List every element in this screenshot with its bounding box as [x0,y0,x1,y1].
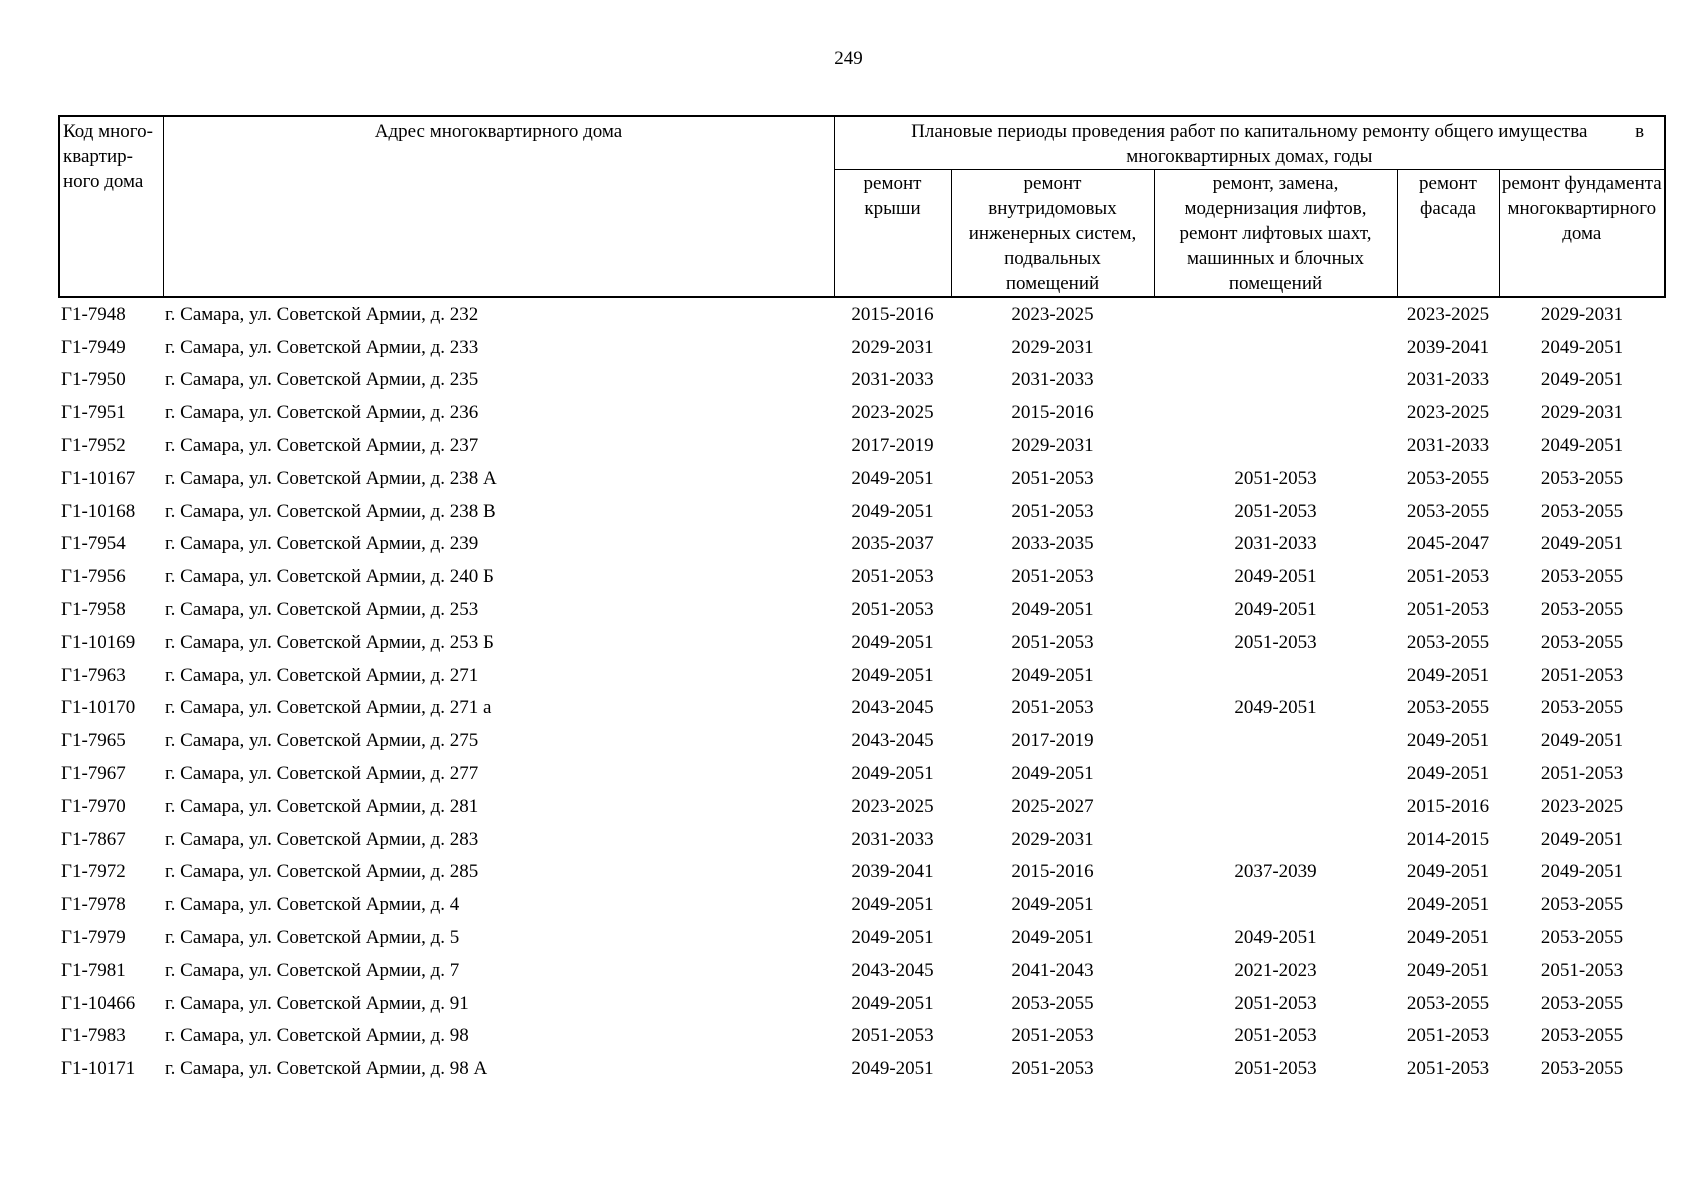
header-code [59,116,163,297]
cell-address: г. Самара, ул. Советской Армии, д. 232 [165,303,479,325]
cell-roof: 2035-2037 [851,533,934,555]
cell-roof: 2049-2051 [851,894,934,916]
cell-code: Г1-7978 [61,894,126,916]
cell-foundation: 2049-2051 [1540,435,1624,457]
table-row [59,921,1665,954]
header-roof-line: ремонт [863,173,922,194]
header-roof-line: крыши [864,198,921,219]
header-elevator-line: ремонт, замена, [1212,173,1339,194]
cell-address: г. Самара, ул. Советской Армии, д. 236 [165,402,479,424]
header-facade-line: ремонт [1419,173,1477,194]
table-row [59,856,1665,889]
cell-roof: 2031-2033 [851,369,934,391]
table-row [59,692,1665,725]
cell-elevator: 2051-2053 [1234,992,1317,1014]
cell-roof: 2051-2053 [851,566,934,588]
cell-roof: 2017-2019 [851,435,934,457]
cell-foundation: 2053-2055 [1540,1058,1624,1080]
cell-address: г. Самара, ул. Советской Армии, д. 4 [165,894,460,916]
cell-code: Г1-10169 [61,631,136,653]
cell-elevator: 2049-2051 [1234,927,1317,949]
cell-foundation: 2049-2051 [1540,369,1624,391]
cell-address: г. Самара, ул. Советской Армии, д. 237 [165,435,479,457]
cell-code: Г1-7948 [61,303,126,325]
cell-code: Г1-10466 [61,992,136,1014]
table-row [59,297,1665,331]
cell-foundation: 2051-2053 [1540,664,1624,686]
header-plan-line2: многоквартирных домах, годы [1126,146,1373,167]
page-number: 249 [834,48,863,69]
cell-elevator: 2051-2053 [1234,467,1317,489]
header-address [163,116,834,297]
cell-address: г. Самара, ул. Советской Армии, д. 5 [165,927,460,949]
header-elevator-line: модернизация лифтов, [1184,198,1367,219]
cell-engineering: 2031-2033 [1011,369,1094,391]
header-foundation-line: ремонт фундамента [1501,173,1662,194]
cell-roof: 2039-2041 [851,861,934,883]
header-elevator-line: машинных и блочных [1186,248,1365,269]
cell-foundation: 2049-2051 [1540,336,1624,358]
cell-facade: 2045-2047 [1406,533,1490,555]
cell-engineering: 2049-2051 [1011,664,1094,686]
cell-engineering: 2023-2025 [1011,303,1094,325]
table-row [59,724,1665,757]
cell-code: Г1-7979 [61,927,126,949]
cell-code: Г1-10170 [61,697,136,719]
table-row [59,593,1665,626]
cell-foundation: 2049-2051 [1540,828,1624,850]
cell-foundation: 2049-2051 [1540,861,1624,883]
cell-elevator [1154,429,1397,462]
cell-code: Г1-7983 [61,1025,126,1047]
cell-facade: 2049-2051 [1406,927,1490,949]
cell-facade: 2023-2025 [1406,402,1490,424]
cell-facade: 2049-2051 [1406,664,1490,686]
cell-code: Г1-10168 [61,500,136,522]
cell-engineering: 2051-2053 [1011,467,1094,489]
header-facade [1397,170,1499,298]
cell-facade: 2051-2053 [1406,566,1490,588]
cell-address: г. Самара, ул. Советской Армии, д. 98 А [165,1058,488,1080]
cell-facade: 2031-2033 [1406,435,1490,457]
cell-roof: 2023-2025 [851,402,934,424]
cell-foundation: 2049-2051 [1540,730,1624,752]
cell-roof: 2043-2045 [851,697,934,719]
table-row [59,626,1665,659]
cell-code: Г1-7950 [61,369,126,391]
table-row [59,331,1665,364]
header-plan-line1-wrap [837,119,1663,144]
cell-foundation: 2053-2055 [1540,566,1624,588]
cell-elevator: 2031-2033 [1234,533,1317,555]
cell-engineering: 2049-2051 [1011,763,1094,785]
table-row [59,364,1665,397]
header-engineering [951,170,1154,298]
cell-address: г. Самара, ул. Советской Армии, д. 285 [165,861,479,883]
table-row [59,987,1665,1020]
table-row [59,954,1665,987]
cell-facade: 2015-2016 [1406,795,1490,817]
cell-engineering: 2017-2019 [1011,730,1094,752]
cell-address: г. Самара, ул. Советской Армии, д. 253 Б [165,631,494,653]
cell-code: Г1-7967 [61,763,126,785]
cell-foundation: 2053-2055 [1540,599,1624,621]
cell-code: Г1-7981 [61,959,126,981]
table-row [59,462,1665,495]
header-code-line: ного дома [63,171,144,192]
cell-code: Г1-7963 [61,664,126,686]
header-code-line: Код много- [63,121,153,142]
header-elevator-line: помещений [1228,273,1323,294]
header-facade-line: фасада [1420,198,1476,219]
cell-elevator [1154,790,1397,823]
cell-facade: 2039-2041 [1406,336,1490,358]
cell-facade: 2053-2055 [1406,500,1490,522]
table-row [59,1052,1665,1085]
cell-foundation: 2053-2055 [1540,927,1624,949]
cell-address: г. Самара, ул. Советской Армии, д. 91 [165,992,469,1014]
cell-roof: 2029-2031 [851,336,934,358]
cell-elevator [1154,888,1397,921]
cell-foundation: 2049-2051 [1540,533,1624,555]
cell-facade: 2053-2055 [1406,467,1490,489]
cell-elevator: 2051-2053 [1234,1025,1317,1047]
cell-roof: 2049-2051 [851,992,934,1014]
cell-facade: 2049-2051 [1406,861,1490,883]
cell-address: г. Самара, ул. Советской Армии, д. 235 [165,369,479,391]
cell-foundation: 2051-2053 [1540,763,1624,785]
table-row [59,823,1665,856]
cell-elevator: 2037-2039 [1234,861,1317,883]
cell-address: г. Самара, ул. Советской Армии, д. 271 а [165,697,492,719]
cell-foundation: 2053-2055 [1540,894,1624,916]
cell-address: г. Самара, ул. Советской Армии, д. 275 [165,730,479,752]
table-row [59,396,1665,429]
cell-engineering: 2015-2016 [1011,402,1094,424]
cell-address: г. Самара, ул. Советской Армии, д. 239 [165,533,479,555]
cell-code: Г1-7970 [61,795,126,817]
table-row [59,528,1665,561]
cell-facade: 2049-2051 [1406,730,1490,752]
cell-elevator [1154,396,1397,429]
header-engineering-line: инженерных систем, [968,223,1137,244]
table-row [59,1020,1665,1053]
cell-roof: 2043-2045 [851,730,934,752]
table-header [59,116,1665,297]
cell-engineering: 2033-2035 [1011,533,1094,555]
cell-engineering: 2049-2051 [1011,927,1094,949]
header-engineering-line: внутридомовых [988,198,1117,219]
cell-foundation: 2029-2031 [1540,402,1624,424]
cell-facade: 2049-2051 [1406,959,1490,981]
cell-code: Г1-7958 [61,599,126,621]
cell-elevator [1154,659,1397,692]
cell-code: Г1-10171 [61,1058,136,1080]
cell-elevator: 2051-2053 [1234,631,1317,653]
cell-code: Г1-7954 [61,533,126,555]
cell-engineering: 2053-2055 [1011,992,1094,1014]
cell-facade: 2049-2051 [1406,894,1490,916]
cell-facade: 2053-2055 [1406,631,1490,653]
cell-elevator: 2049-2051 [1234,697,1317,719]
cell-roof: 2049-2051 [851,927,934,949]
table-row [59,790,1665,823]
cell-elevator: 2049-2051 [1234,599,1317,621]
cell-foundation: 2029-2031 [1540,303,1624,325]
table-row [59,888,1665,921]
header-foundation-line: дома [1562,223,1602,244]
header-plan-line1: Плановые периоды проведения работ по капитальному ремонту общего имущества [911,121,1588,142]
cell-roof: 2031-2033 [851,828,934,850]
cell-engineering: 2025-2027 [1011,795,1094,817]
cell-address: г. Самара, ул. Советской Армии, д. 253 [165,599,479,621]
table-row [59,429,1665,462]
cell-roof: 2051-2053 [851,1025,934,1047]
cell-address: г. Самара, ул. Советской Армии, д. 240 Б [165,566,494,588]
cell-elevator [1154,823,1397,856]
cell-roof: 2049-2051 [851,664,934,686]
cell-foundation: 2051-2053 [1540,959,1624,981]
cell-elevator: 2051-2053 [1234,1058,1317,1080]
header-elevator [1154,170,1397,298]
cell-engineering: 2051-2053 [1011,631,1094,653]
cell-address: г. Самара, ул. Советской Армии, д. 281 [165,795,479,817]
cell-facade: 2023-2025 [1406,303,1490,325]
cell-address: г. Самара, ул. Советской Армии, д. 238 А [165,467,497,489]
cell-foundation: 2053-2055 [1540,500,1624,522]
cell-engineering: 2051-2053 [1011,697,1094,719]
cell-engineering: 2051-2053 [1011,566,1094,588]
header-plan-periods [834,116,1665,170]
cell-facade: 2051-2053 [1406,599,1490,621]
table-row [59,495,1665,528]
cell-code: Г1-10167 [61,467,136,489]
cell-facade: 2051-2053 [1406,1058,1490,1080]
header-roof [834,170,951,298]
header-foundation [1499,170,1665,298]
cell-engineering: 2049-2051 [1011,894,1094,916]
cell-engineering: 2041-2043 [1011,959,1094,981]
header-elevator-line: ремонт лифтовых шахт, [1179,223,1372,244]
cell-engineering: 2029-2031 [1011,828,1094,850]
repair-schedule-table [58,115,1666,1085]
cell-facade: 2053-2055 [1406,992,1490,1014]
cell-roof: 2049-2051 [851,467,934,489]
cell-roof: 2049-2051 [851,631,934,653]
cell-foundation: 2053-2055 [1540,631,1624,653]
cell-facade: 2014-2015 [1406,828,1490,850]
cell-address: г. Самара, ул. Советской Армии, д. 271 [165,664,479,686]
table-row [59,560,1665,593]
cell-roof: 2049-2051 [851,500,934,522]
cell-elevator: 2049-2051 [1234,566,1317,588]
cell-engineering: 2051-2053 [1011,1025,1094,1047]
table-row [59,659,1665,692]
cell-elevator: 2051-2053 [1234,500,1317,522]
cell-engineering: 2051-2053 [1011,500,1094,522]
cell-code: Г1-7952 [61,435,126,457]
cell-facade: 2053-2055 [1406,697,1490,719]
cell-engineering: 2051-2053 [1011,1058,1094,1080]
cell-engineering: 2015-2016 [1011,861,1094,883]
cell-foundation: 2053-2055 [1540,1025,1624,1047]
cell-roof: 2049-2051 [851,1058,934,1080]
cell-address: г. Самара, ул. Советской Армии, д. 277 [165,763,479,785]
table-row [59,757,1665,790]
cell-address: г. Самара, ул. Советской Армии, д. 7 [165,959,460,981]
cell-roof: 2051-2053 [851,599,934,621]
cell-code: Г1-7867 [61,828,126,850]
cell-elevator [1154,724,1397,757]
cell-code: Г1-7965 [61,730,126,752]
cell-roof: 2015-2016 [851,303,934,325]
cell-address: г. Самара, ул. Советской Армии, д. 238 В [165,500,496,522]
header-foundation-line: многоквартирного [1507,198,1657,219]
cell-foundation: 2053-2055 [1540,697,1624,719]
cell-roof: 2023-2025 [851,795,934,817]
header-engineering-line: подвальных [1004,248,1101,269]
cell-address: г. Самара, ул. Советской Армии, д. 98 [165,1025,469,1047]
cell-foundation: 2053-2055 [1540,992,1624,1014]
cell-address: г. Самара, ул. Советской Армии, д. 283 [165,828,479,850]
cell-roof: 2043-2045 [851,959,934,981]
cell-roof: 2049-2051 [851,763,934,785]
cell-elevator [1154,364,1397,397]
cell-code: Г1-7972 [61,861,126,883]
header-plan-tail: в [1635,121,1645,142]
cell-facade: 2031-2033 [1406,369,1490,391]
header-engineering-line: ремонт [1023,173,1082,194]
cell-code: Г1-7951 [61,402,126,424]
cell-address: г. Самара, ул. Советской Армии, д. 233 [165,336,479,358]
header-address-label: Адрес многоквартирного дома [374,121,623,142]
cell-engineering: 2049-2051 [1011,599,1094,621]
cell-elevator: 2021-2023 [1234,959,1317,981]
cell-elevator [1154,757,1397,790]
cell-elevator [1154,297,1397,331]
cell-engineering: 2029-2031 [1011,435,1094,457]
cell-foundation: 2053-2055 [1540,467,1624,489]
cell-code: Г1-7956 [61,566,126,588]
cell-facade: 2051-2053 [1406,1025,1490,1047]
cell-elevator [1154,331,1397,364]
cell-engineering: 2029-2031 [1011,336,1094,358]
header-code-line: квартир- [63,146,133,167]
cell-facade: 2049-2051 [1406,763,1490,785]
cell-foundation: 2023-2025 [1540,795,1624,817]
cell-code: Г1-7949 [61,336,126,358]
header-engineering-line: помещений [1005,273,1100,294]
table-body [59,297,1665,1085]
